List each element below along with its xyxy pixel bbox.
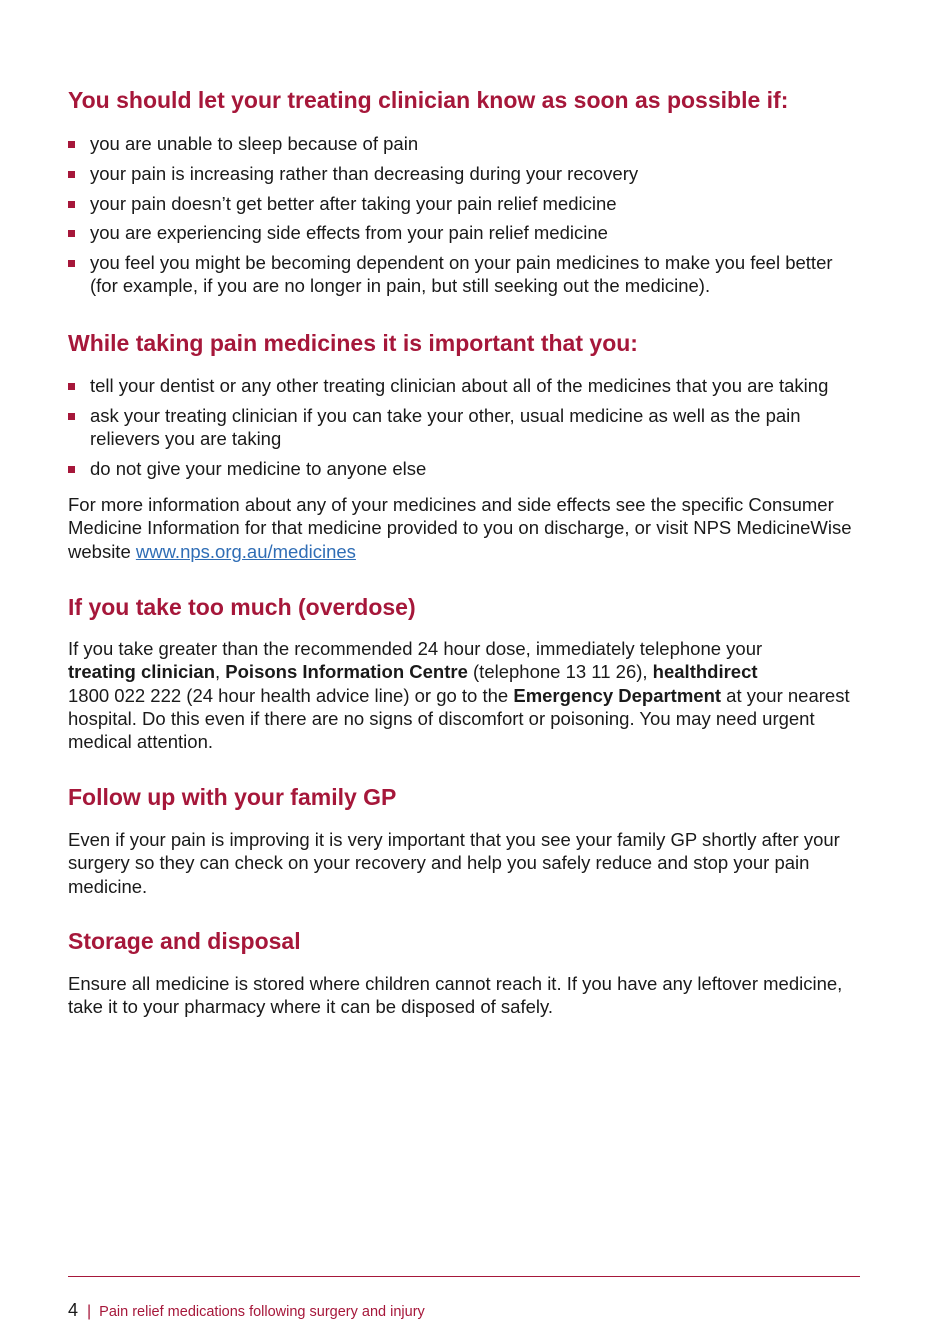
heading-notify-clinician: You should let your treating clinician know as soon as possible if: [68, 87, 789, 113]
overdose-paragraph [68, 637, 860, 753]
list-item: you are experiencing side effects from your pain relief medicine [68, 221, 863, 244]
list-item: do not give your medicine to anyone else [68, 457, 863, 480]
heading-important-while-taking: While taking pain medicines it is important that you: [68, 330, 638, 356]
list-item: your pain doesn’t get better after taking your pain relief medicine [68, 192, 863, 215]
heading-overdose: If you take too much (overdose) [68, 594, 416, 620]
list-item: tell your dentist or any other treating clinician about all of the medicines that you are taking [68, 374, 863, 397]
list-item: you feel you might be becoming dependent on your pain medicines to make you feel better (for example, if you are no longer in pain, but still seeking out the medicine). [68, 251, 863, 297]
notify-clinician-list [68, 132, 863, 304]
nps-medicines-link[interactable]: www.nps.org.au/medicines [135, 540, 356, 562]
more-information-paragraph [68, 493, 860, 563]
overdose-text-1: If you take greater than the recommended 24 hour dose, immediately telephone your [68, 638, 763, 659]
heading-follow-up-gp: Follow up with your family GP [68, 784, 397, 810]
footer-divider [68, 1276, 860, 1277]
more-information-text: For more information about any of your medicines and side effects see the specific Consumer Medicine Information for that medicine provided to you on discharge, or visit NPS MedicineWise website [68, 494, 852, 562]
footer-title: Pain relief medications following surgery and injury [99, 1304, 425, 1320]
overdose-text-2: , [215, 661, 226, 683]
heading-storage-disposal: Storage and disposal [68, 928, 301, 954]
overdose-text-4: 1800 022 222 (24 hour health advice line) or go to the [68, 684, 514, 706]
overdose-text-3: (telephone 13 11 26), [467, 661, 653, 683]
footer-separator: | [87, 1303, 92, 1320]
list-item: ask your treating clinician if you can take your other, usual medicine as well as the pain relievers you are taking [68, 404, 863, 450]
page-number: 4 [68, 1300, 79, 1320]
follow-up-paragraph: Even if your pain is improving it is very important that you see your family GP shortly after your surgery so they can check on your recovery and help you safely reduce and stop your pain medicine. [68, 829, 840, 897]
poisons-centre-bold: Poisons Information Centre [225, 661, 468, 683]
emergency-department-bold: Emergency Department [513, 684, 722, 706]
overdose-text-5: at your nearest hospital. Do this even if there are no signs of discomfort or poisoning. You may need urgent medical attention. [68, 684, 850, 753]
list-item: you are unable to sleep because of pain [68, 132, 863, 155]
important-while-taking-list [68, 374, 863, 486]
list-item: your pain is increasing rather than decreasing during your recovery [68, 162, 863, 185]
healthdirect-bold: healthdirect [652, 661, 758, 683]
treating-clinician-bold: treating clinician [68, 661, 216, 683]
storage-paragraph: Ensure all medicine is stored where children cannot reach it. If you have any leftover medicine, take it to your pharmacy where it can be disposed of safely. [68, 973, 843, 1018]
page-footer [68, 1299, 425, 1323]
